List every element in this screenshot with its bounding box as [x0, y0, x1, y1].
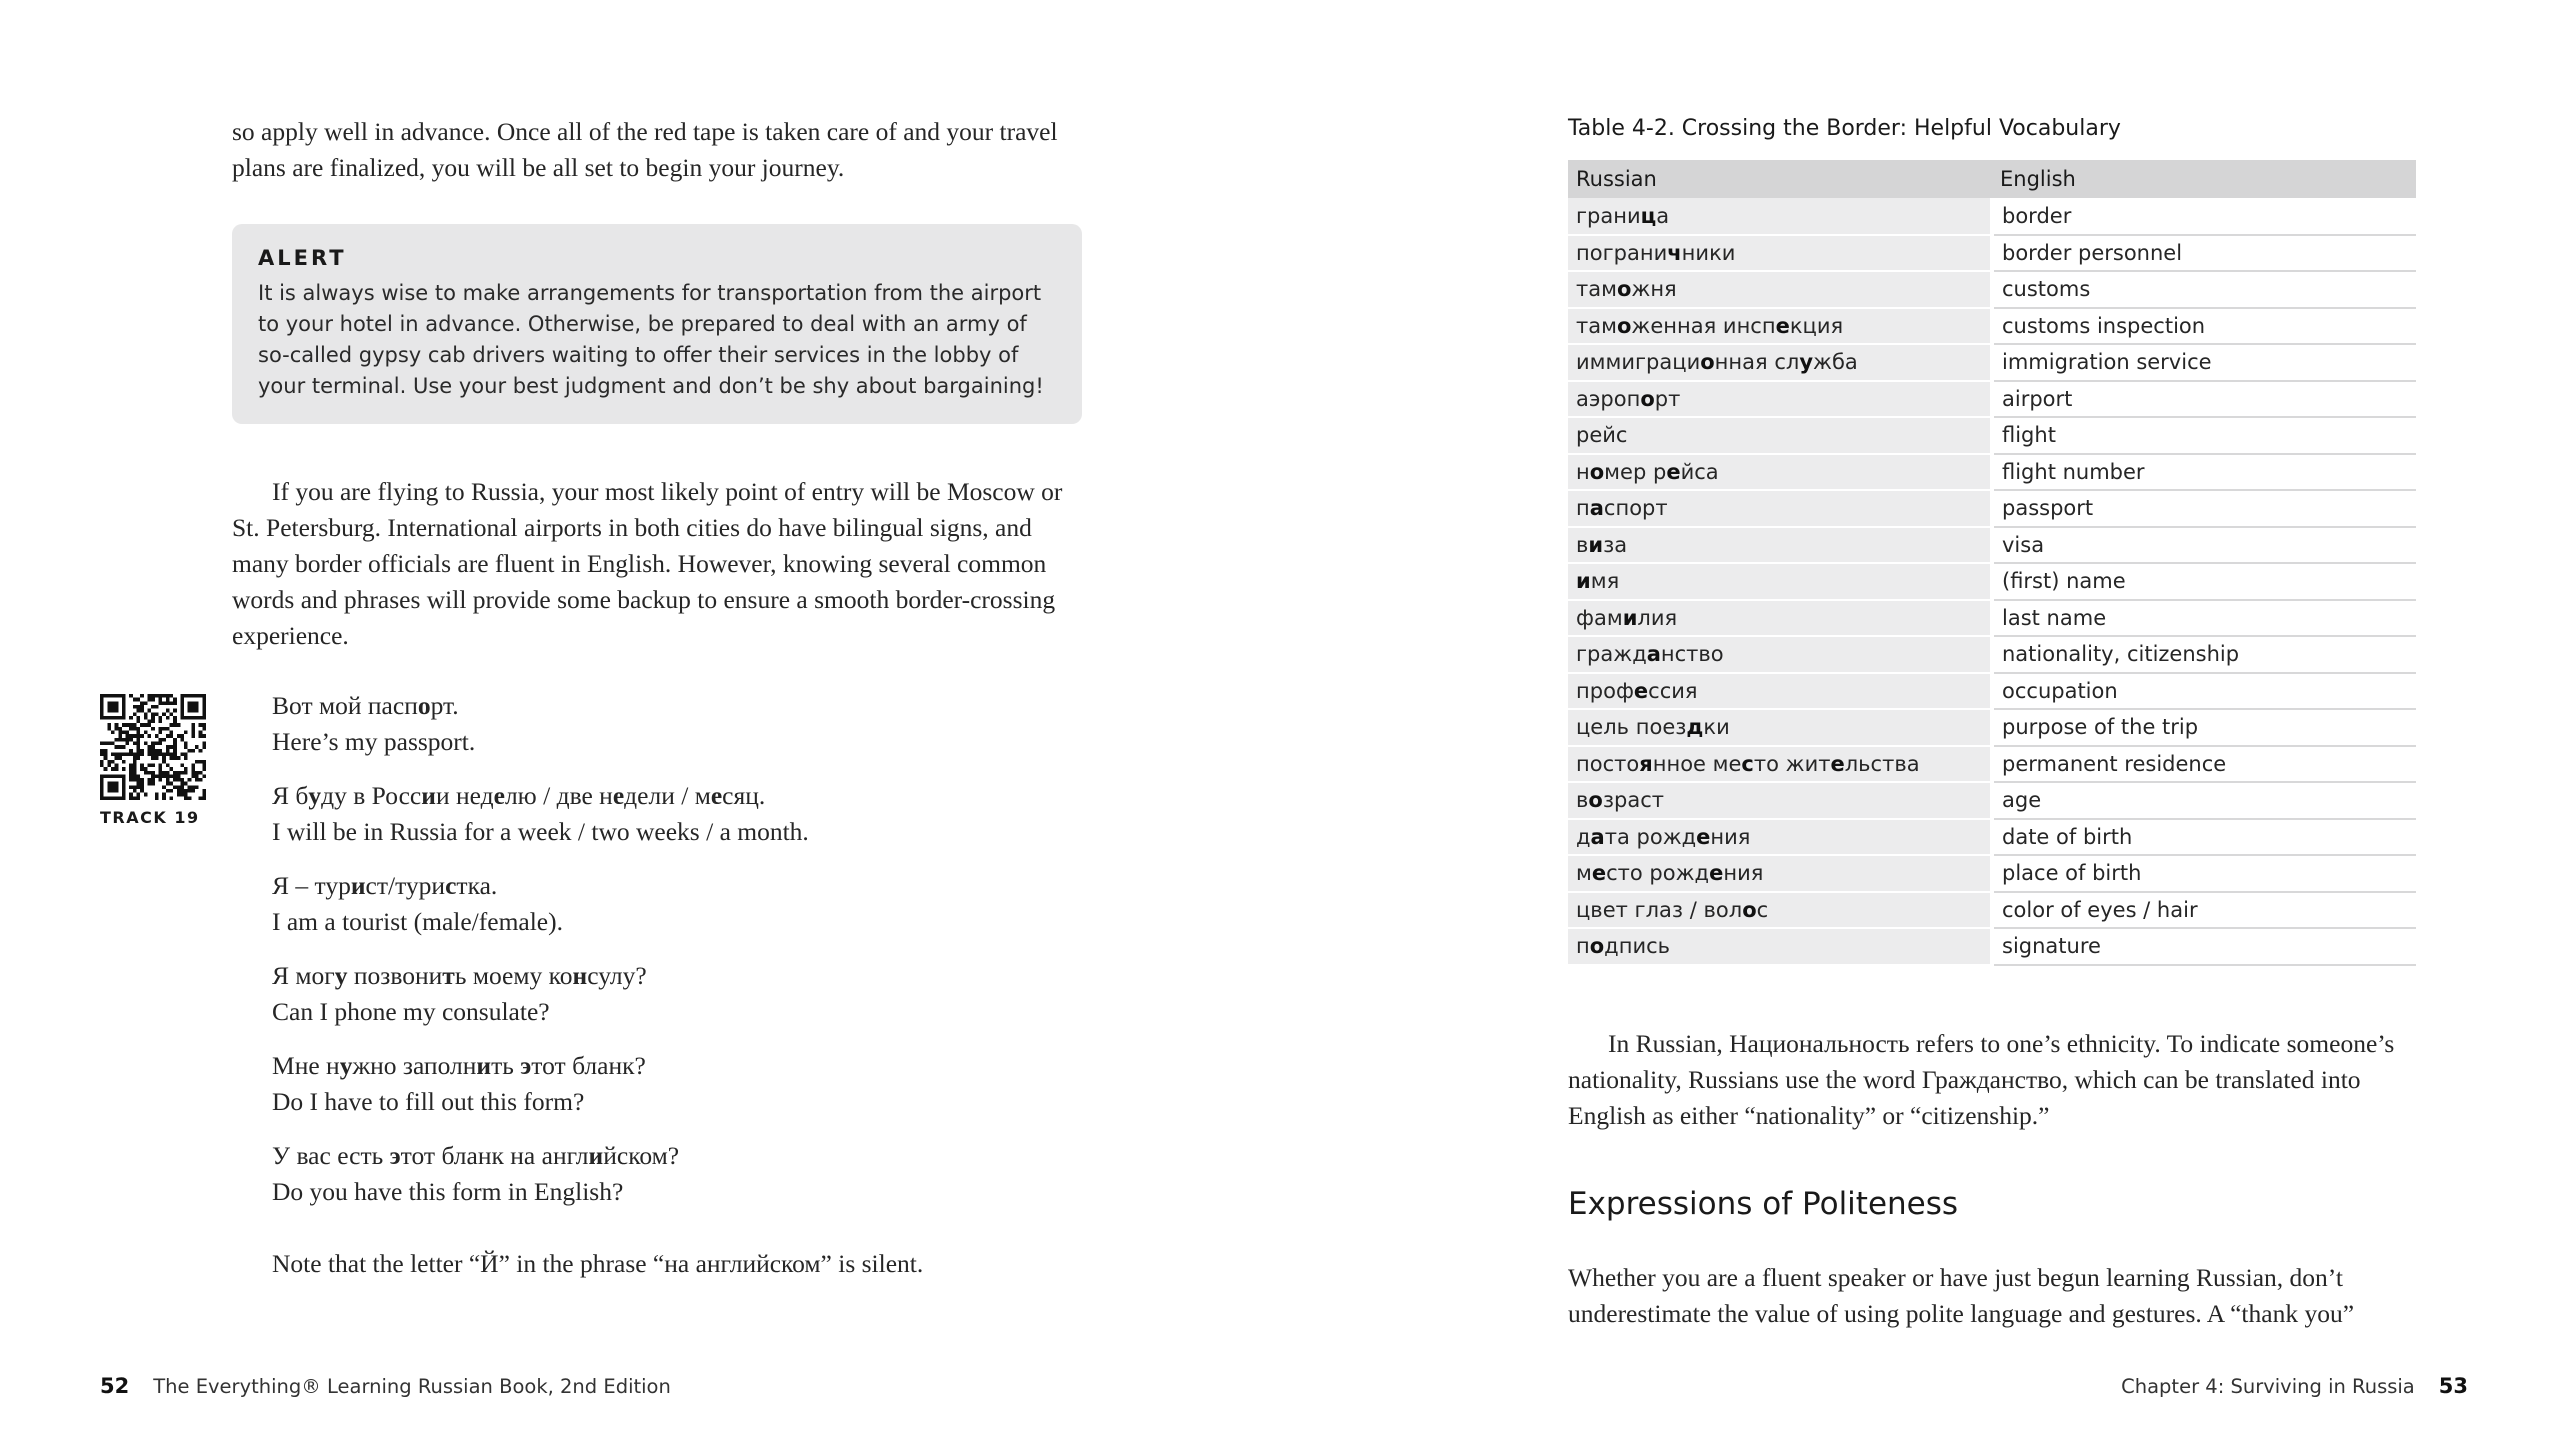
phrase-russian: Я могу позвонить моему консулу?	[272, 961, 647, 990]
stressed-vowel: о	[1588, 788, 1603, 813]
phrase-russian: У вас есть этот бланк на английском?	[272, 1141, 680, 1170]
stressed-vowel: с	[445, 871, 457, 900]
stressed-vowel: е	[710, 781, 723, 810]
phrase-russian: Вот мой паспорт.	[272, 691, 459, 720]
stressed-vowel: у	[1799, 350, 1814, 375]
russian-word: профессия	[1576, 678, 1698, 703]
cell-english: visa	[1992, 527, 2416, 564]
phrase-english: Can I phone my consulate?	[272, 997, 550, 1026]
stressed-vowel: а	[1589, 496, 1604, 521]
stressed-vowel: е	[1633, 678, 1649, 703]
russian-word: подпись	[1576, 934, 1671, 959]
cell-russian	[1568, 636, 1992, 673]
silent-letter-note: Note that the letter “Й” in the phrase “на английском” is silent.	[272, 1249, 924, 1278]
cell-english: border personnel	[1992, 235, 2416, 272]
cell-russian	[1568, 819, 1992, 856]
cell-english: permanent residence	[1992, 746, 2416, 783]
point-of-entry-paragraph: If you are flying to Russia, your most likely point of entry will be Moscow or St. Petersburg. International airports in both cities do have bilingual signs, and many border officials are fluent in English. However, knowing several common words and phrases will provide some backup to ensure a smooth border-crossing experience.	[232, 477, 1063, 650]
stressed-vowel: т	[442, 961, 455, 990]
phrase-item	[272, 688, 1072, 760]
page-number: 52	[100, 1374, 130, 1398]
cell-russian	[1568, 271, 1992, 308]
cell-russian	[1568, 746, 1992, 783]
russian-word: цвет глаз / волос	[1576, 897, 1769, 922]
russian-word: постоянное место жительства	[1576, 751, 1920, 776]
russian-word: гражданство	[1576, 642, 1724, 667]
stressed-vowel	[542, 961, 548, 990]
stressed-vowel: е	[612, 781, 625, 810]
russian-word: виза	[1576, 532, 1628, 557]
russian-word: таможенная инспекция	[1576, 313, 1844, 338]
right-page	[1280, 0, 2560, 1440]
cell-russian	[1568, 381, 1992, 418]
stressed-vowel: и	[1622, 605, 1638, 630]
table-caption: Table 4-2. Crossing the Border: Helpful Vocabulary	[1568, 116, 2121, 141]
stressed-vowel: о	[1700, 350, 1715, 375]
cell-russian	[1568, 198, 1992, 235]
cell-english: occupation	[1992, 673, 2416, 710]
table-row	[1568, 819, 2416, 856]
table-row	[1568, 527, 2416, 564]
cell-english: passport	[1992, 490, 2416, 527]
page-number: 53	[2438, 1374, 2468, 1398]
cell-english: flight number	[1992, 454, 2416, 491]
phrase-russian-line	[272, 1048, 1072, 1084]
stressed-vowel: д	[1686, 715, 1704, 740]
russian-word: номер рейса	[1576, 459, 1719, 484]
stressed-vowel: и	[421, 781, 436, 810]
cell-russian	[1568, 527, 1992, 564]
stressed-vowel: у	[334, 961, 348, 990]
phrase-item	[272, 868, 1072, 940]
table-row	[1568, 782, 2416, 819]
table-row	[1568, 198, 2416, 235]
cell-russian	[1568, 892, 1992, 929]
table-row	[1568, 381, 2416, 418]
russian-word: паспорт	[1576, 496, 1668, 521]
phrase-item	[272, 1048, 1072, 1120]
stressed-vowel: и	[1588, 532, 1604, 557]
cell-english: immigration service	[1992, 344, 2416, 381]
stressed-vowel: э	[389, 1141, 401, 1170]
phrase-russian-line	[272, 688, 1072, 724]
russian-word: аэропорт	[1576, 386, 1681, 411]
russian-word: пограничники	[1576, 240, 1736, 265]
cell-english: nationality, citizenship	[1992, 636, 2416, 673]
vocabulary-table	[1568, 160, 2416, 966]
stressed-vowel: е	[1696, 824, 1711, 849]
book-title: The Everything® Learning Russian Book, 2nd Edition	[153, 1375, 671, 1398]
cell-english: (first) name	[1992, 563, 2416, 600]
stressed-vowel: с	[1741, 751, 1754, 776]
cell-english: place of birth	[1992, 855, 2416, 892]
stressed-vowel: ц	[1640, 203, 1657, 228]
phrase-english: Do I have to fill out this form?	[272, 1087, 585, 1116]
politeness-paragraph: Whether you are a fluent speaker or have just begun learning Russian, don’t underestimate the value of using polite language and gestures. A “thank you”	[1568, 1263, 2355, 1328]
alert-title: ALERT	[258, 246, 347, 270]
column-header-russian: Russian	[1568, 160, 1992, 198]
russian-word: таможня	[1576, 277, 1677, 302]
cell-english: customs	[1992, 271, 2416, 308]
left-footer	[100, 1374, 671, 1398]
stressed-vowel: е	[1775, 313, 1790, 338]
cell-english: flight	[1992, 417, 2416, 454]
stressed-vowel: о	[1616, 277, 1632, 302]
stressed-vowel: н	[572, 961, 588, 990]
table-row	[1568, 892, 2416, 929]
stressed-vowel: о	[1742, 897, 1757, 922]
phrase-russian-line	[272, 868, 1072, 904]
continued-paragraph: so apply well in advance. Once all of the red tape is taken care of and your travel plans are finalized, you will be all set to begin your journey.	[232, 117, 1058, 182]
cell-english: airport	[1992, 381, 2416, 418]
table-body	[1568, 198, 2416, 965]
table-row	[1568, 454, 2416, 491]
cell-russian	[1568, 417, 1992, 454]
russian-word: место рождения	[1576, 861, 1764, 886]
stressed-vowel: о	[1616, 313, 1632, 338]
table-row	[1568, 928, 2416, 965]
cell-russian	[1568, 454, 1992, 491]
cell-english: border	[1992, 198, 2416, 235]
cell-english: date of birth	[1992, 819, 2416, 856]
cell-russian	[1568, 563, 1992, 600]
right-footer	[2121, 1374, 2468, 1398]
cell-russian	[1568, 600, 1992, 637]
stressed-vowel: я	[1639, 751, 1653, 776]
stressed-vowel: ч	[1667, 240, 1682, 265]
russian-word: граница	[1576, 203, 1670, 228]
stressed-vowel: а	[1590, 824, 1605, 849]
cell-russian	[1568, 673, 1992, 710]
table-row	[1568, 563, 2416, 600]
nationality-paragraph: In Russian, Национальность refers to one’s ethnicity. To indicate someone’s nationality, Russians use the word Гражданство, which can be translated into English as either “nationality” or “citizenship.”	[1568, 1029, 2395, 1130]
stressed-vowel: о	[1640, 386, 1655, 411]
phrase-english: Do you have this form in English?	[272, 1177, 624, 1206]
table-row	[1568, 235, 2416, 272]
stressed-vowel: е	[1830, 751, 1845, 776]
russian-word: возраст	[1576, 788, 1664, 813]
stressed-vowel: у	[308, 781, 322, 810]
table-row	[1568, 636, 2416, 673]
stressed-vowel: и	[476, 1051, 492, 1080]
table-row	[1568, 855, 2416, 892]
table-row	[1568, 600, 2416, 637]
stressed-vowel: е	[1709, 861, 1724, 886]
table-row	[1568, 490, 2416, 527]
russian-word: дата рождения	[1576, 824, 1751, 849]
stressed-vowel: о	[417, 691, 431, 720]
table-row	[1568, 673, 2416, 710]
cell-english: color of eyes / hair	[1992, 892, 2416, 929]
cell-russian	[1568, 855, 1992, 892]
cell-english: last name	[1992, 600, 2416, 637]
phrase-russian: Мне нужно заполнить этот бланк?	[272, 1051, 646, 1080]
cell-russian	[1568, 235, 1992, 272]
russian-word: рейс	[1576, 423, 1628, 448]
cell-english: signature	[1992, 928, 2416, 965]
cell-russian	[1568, 344, 1992, 381]
cell-english: age	[1992, 782, 2416, 819]
stressed-vowel: о	[1589, 459, 1605, 484]
phrase-english: I will be in Russia for a week / two weeks / a month.	[272, 817, 809, 846]
alert-box	[232, 224, 1082, 424]
phrase-english: Here’s my passport.	[272, 727, 476, 756]
table-row	[1568, 271, 2416, 308]
stressed-vowel: и	[588, 1141, 604, 1170]
phrase-russian-line	[272, 778, 1072, 814]
column-header-english: English	[1992, 160, 2416, 198]
table-header-row	[1568, 160, 2416, 198]
russian-word: иммиграционная служба	[1576, 350, 1858, 375]
track-label: TRACK 19	[100, 808, 200, 827]
stressed-vowel: э	[520, 1051, 532, 1080]
stressed-vowel: о	[1589, 934, 1605, 959]
alert-text: It is always wise to make arrangements for transportation from the airport to your hotel in advance. Otherwise, be prepared to deal with an army of so-called gypsy cab drivers waiting to offer their services in the lobby of your terminal. Use your best judgment and don’t be shy about bargaining!	[258, 281, 1044, 398]
chapter-title: Chapter 4: Surviving in Russia	[2121, 1375, 2415, 1398]
phrase-russian: Я – турист/туристка.	[272, 871, 498, 900]
table-row	[1568, 746, 2416, 783]
cell-russian	[1568, 308, 1992, 345]
stressed-vowel: и	[350, 871, 366, 900]
stressed-vowel: е	[1591, 861, 1607, 886]
phrase-russian-line	[272, 1138, 1072, 1174]
russian-word: фамилия	[1576, 605, 1678, 630]
russian-word: цель поездки	[1576, 715, 1730, 740]
stressed-vowel: е	[493, 781, 505, 810]
cell-english: customs inspection	[1992, 308, 2416, 345]
cell-russian	[1568, 782, 1992, 819]
phrase-russian: Я буду в России неделю / две недели / месяц.	[272, 781, 766, 810]
phrase-english: I am a tourist (male/female).	[272, 907, 563, 936]
table-row	[1568, 709, 2416, 746]
russian-word: имя	[1576, 569, 1620, 594]
stressed-vowel: а	[1646, 642, 1661, 667]
qr-code-icon[interactable]	[100, 694, 206, 800]
cell-russian	[1568, 928, 1992, 965]
stressed-vowel: и	[1576, 569, 1591, 594]
phrase-item	[272, 778, 1072, 850]
phrase-item	[272, 958, 1072, 1030]
stressed-vowel: у	[339, 1051, 353, 1080]
cell-russian	[1568, 709, 1992, 746]
stressed-vowel: е	[1666, 459, 1681, 484]
cell-russian	[1568, 490, 1992, 527]
section-heading: Expressions of Politeness	[1568, 1186, 1959, 1222]
audio-track-block	[100, 694, 210, 827]
phrase-russian-line	[272, 958, 1072, 994]
cell-english: purpose of the trip	[1992, 709, 2416, 746]
table-row	[1568, 417, 2416, 454]
table-row	[1568, 308, 2416, 345]
phrase-list	[272, 688, 1072, 1228]
phrase-item	[272, 1138, 1072, 1210]
table-row	[1568, 344, 2416, 381]
